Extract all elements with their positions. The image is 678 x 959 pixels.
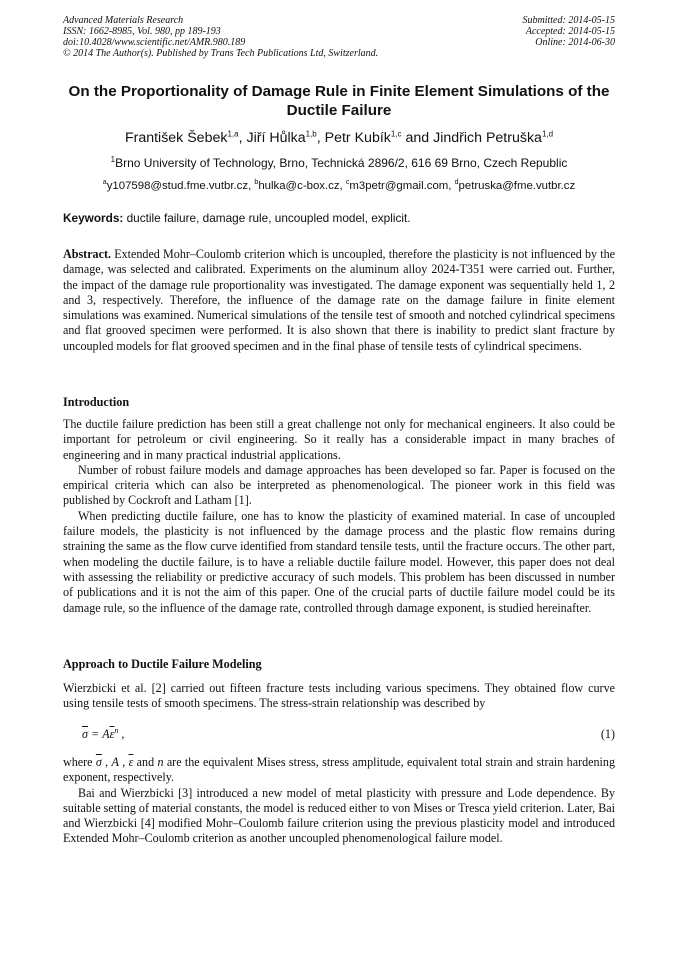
approach-paragraph-1: Wierzbicki et al. [2] carried out fifteen fracture tests including various specimens. They obtained flow curve using tensile tests of smooth specimens. The stress-strain relationship was described by [63,681,615,711]
paper-title: On the Proportionality of Damage Rule in Finite Element Simulations of the Ductile Failure [68,83,610,119]
equation-expression [82,727,124,742]
affiliation-mark: 1 [110,155,116,164]
author-affil-mark: 1,b [305,129,317,139]
email-mark: c [345,179,350,187]
email-separator: , [448,180,455,192]
paragraph: The ductile failure prediction has been still a great challenge not only for mechanical engineers. It also could be important for petroleum or civil engineering. So it really has a considerable impact in many braches of engineering and in many practical industrial applications. [63,417,615,462]
abstract-label: Abstract. [63,247,112,261]
affiliation [40,156,638,171]
and-word: and [133,755,158,769]
issn-line: ISSN: 1662-8985, Vol. 980, pp 189-193 [63,26,221,37]
sigma-bar: $\overline{\sigma}$ [82,727,88,741]
introduction-body [63,417,615,616]
email-mark: d [454,179,459,187]
symbol-sigma-bar: $\overline{\sigma}$ [95,755,102,769]
symbol-n: n [157,755,164,769]
where-text: are the equivalent Mises stress, stress amplitude, equivalent total strain and strain hardening exponent, respectively. [63,755,616,785]
author-name: Jiří Hůlka [246,130,306,146]
equation-trail: , [118,727,125,741]
equals-sign: = [87,727,103,741]
section-heading-approach: Approach to Ductile Failure Modeling [63,657,262,671]
where-paragraph [63,755,615,786]
author-separator: , [238,130,247,146]
symbol-A: A [111,755,119,769]
keywords-label: Keywords: [63,211,124,225]
author-name: Jindřich Petruška [433,130,542,146]
email-mark: a [102,179,107,187]
journal-name: Advanced Materials Research [63,15,184,26]
paragraph: Bai and Wierzbicki [3] introduced a new model of metal plasticity with pressure and Lode dependence. By suitable setting of material constants, the model is reduced either to von Mises or Tresca yield criterion. Later, Bai and Wierzbicki [4] modified Mohr–Coulomb failure criterion using the previous plasticity model and introduced Extended Mohr–Coulomb criterion as another uncoupled phenomenological failure model. [63,785,615,846]
email-separator: , [248,180,255,192]
keywords-text: ductile failure, damage rule, uncoupled model, explicit. [126,211,411,225]
doi-line: doi:10.4028/www.scientific.net/AMR.980.189 [63,37,246,48]
paragraph: Number of robust failure models and damage approaches has been developed so far. Paper is focused on the empirical criteria which can also be interpreted as phenomenological. The pioneer work in this field was published by Cockroft and Latham [1]. [63,462,615,508]
author-affil-mark: 1,d [541,129,554,139]
comma: , [118,755,129,769]
author-separator: and [401,130,434,146]
epsilon-bar: $\overline{\varepsilon}$ [109,727,115,741]
dates-info [523,15,616,48]
comma: , [101,755,112,769]
symbol-epsilon-bar: $\overline{\varepsilon}$ [128,755,134,769]
affiliation-text: Brno University of Technology, Brno, Technická 2896/2, 616 69 Brno, Czech Republic [115,156,568,170]
author-name: František Šebek [124,130,228,146]
paragraph: When predicting ductile failure, one has to know the plasticity of examined material. In case of uncoupled failure models, the plasticity is not influenced by the damage process and the plastic flow remains during straining the same as the flow curve identified from standard tensile tests, until the fracture occurs. The other part, when modeling the ductile failure, is to have a reliable ductile failure model. However, this paper does not deal with assessing the reliability or predictive accuracy of such models. This problem has been discussed in number of publications and it is not the aim of this paper. One of the crucial parts of ductile failure model could be its damage rule, so the influence of the damage rate, controlled through damage exponent, is studied hereinafter. [63,508,615,615]
coef-A: A [102,727,110,741]
author-separator: , [316,130,325,146]
email-address[interactable]: m3petr@gmail.com [349,180,449,192]
author-affil-mark: 1,c [390,129,402,139]
email-address[interactable]: y107598@stud.fme.vutbr.cz [106,180,249,192]
email-separator: , [339,180,346,192]
email-list [40,179,638,194]
accepted-date: Accepted: 2014-05-15 [525,26,615,37]
email-address[interactable]: hulka@c-box.cz [258,180,340,192]
author-list [40,129,638,147]
online-date: Online: 2014-06-30 [535,37,615,48]
exponent-n: n [114,725,119,735]
approach-body [63,755,615,847]
equation-number: (1) [600,727,615,741]
author-name: Petr Kubík [324,130,391,146]
email-mark: b [254,179,259,187]
copyright-line: © 2014 The Author(s). Published by Trans Tech Publications Ltd, Switzerland. [63,48,379,59]
submitted-date: Submitted: 2014-05-15 [522,15,615,26]
section-heading-introduction: Introduction [63,395,130,409]
where-word: where [63,755,96,769]
keywords [63,211,615,226]
abstract [63,247,615,354]
equation-1 [63,727,615,743]
abstract-text: Extended Mohr–Coulomb criterion which is uncoupled, therefore the plasticity is not influenced by the damage, was selected and calibrated. Experiments on the aluminum alloy 2024-T351 were carried out. Further, the impact of the damage rule proportionality was investigated. The damage exponent was sequentially held 1, 2 and 3, respectively. Therefore, the influence of the damage rate on the damage failure in finite element simulations was examined. Numerical simulations of the tensile test of smooth and notched cylindrical specimens and flat grooved specimen were performed. It is also shown that there is inability to predict slant fracture by uncoupled models for flat grooved specimen and in the final phase of tensile tests of cylindrical specimens. [63,247,615,353]
journal-info [63,15,378,59]
author-affil-mark: 1,a [227,129,239,139]
email-address[interactable]: petruska@fme.vutbr.cz [458,180,576,192]
